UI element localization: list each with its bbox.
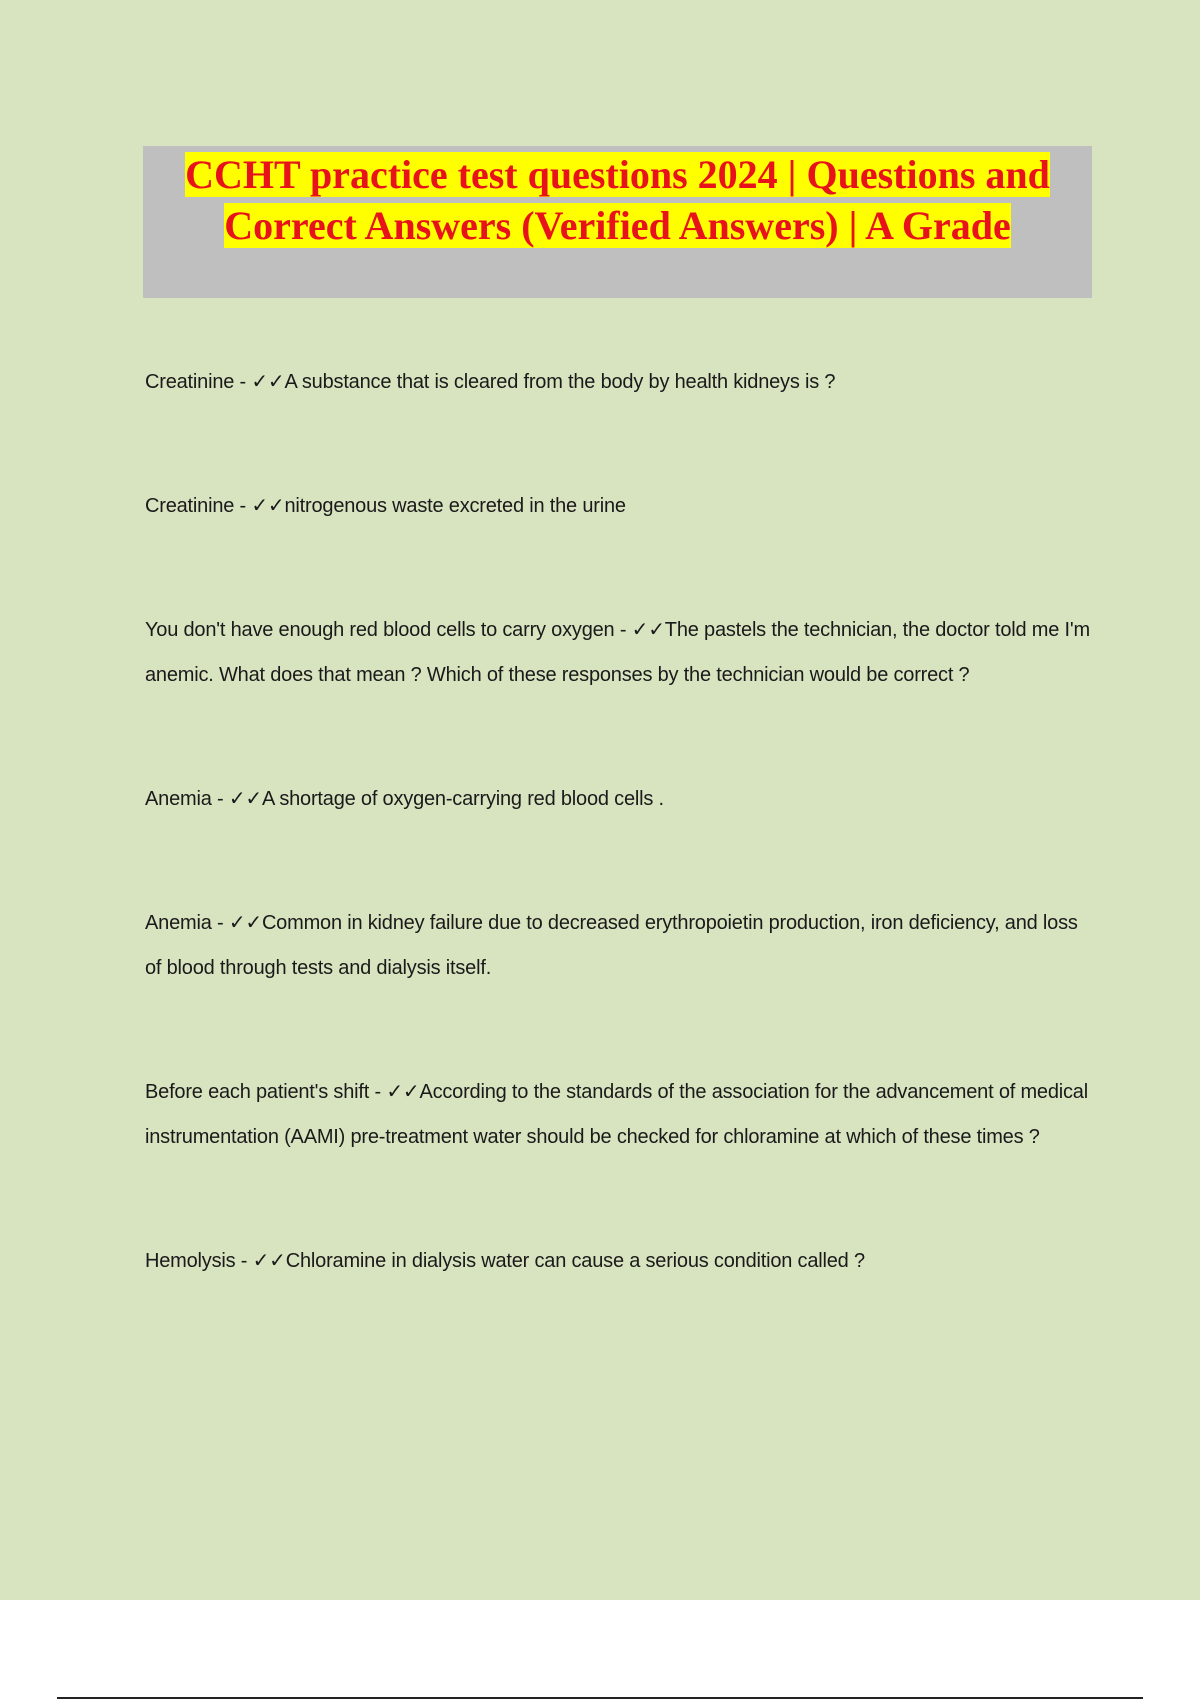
flashcard-list <box>145 360 1095 1363</box>
entry-definition: A substance that is cleared from the body by health kidneys is ? <box>284 371 836 393</box>
flashcard-entry <box>145 484 1095 529</box>
entry-definition: A shortage of oxygen-carrying red blood cells . <box>261 788 664 810</box>
entry-term: Creatinine <box>145 371 235 393</box>
entry-term: You don't have enough red blood cells to carry oxygen <box>145 619 615 641</box>
entry-definition: According to the standards of the association for the advancement of medical instrumentation (AAMI) pre-treatment water should be checked for chloramine at which of these times ? <box>145 1081 1088 1148</box>
check-mark-icon: ✓✓ <box>252 1250 286 1272</box>
entry-separator: - <box>211 788 229 810</box>
check-mark-icon: ✓✓ <box>386 1081 420 1103</box>
entry-term: Creatinine <box>145 495 235 517</box>
entry-separator: - <box>211 912 229 934</box>
entry-term: Anemia <box>145 788 212 810</box>
entry-separator: - <box>235 1250 253 1272</box>
entry-term: Anemia <box>145 912 212 934</box>
flashcard-entry <box>145 777 1095 822</box>
check-mark-icon: ✓✓ <box>251 495 285 517</box>
entry-separator: - <box>369 1081 387 1103</box>
check-mark-icon: ✓✓ <box>228 788 262 810</box>
flashcard-entry <box>145 360 1095 405</box>
check-mark-icon: ✓✓ <box>228 912 262 934</box>
entry-definition: The pastels the technician, the doctor told me I'm anemic. What does that mean ? Which of these responses by the technician would be correct ? <box>145 619 1090 686</box>
entry-term: Before each patient's shift <box>145 1081 370 1103</box>
entry-separator: - <box>234 495 252 517</box>
title-banner <box>143 146 1092 298</box>
flashcard-entry <box>145 901 1095 991</box>
flashcard-entry <box>145 608 1095 698</box>
entry-definition: Common in kidney failure due to decreased erythropoietin production, iron deficiency, and loss of blood through tests and dialysis itself. <box>145 912 1078 979</box>
check-mark-icon: ✓✓ <box>631 619 665 641</box>
check-mark-icon: ✓✓ <box>251 371 285 393</box>
entry-term: Hemolysis <box>145 1250 236 1272</box>
entry-definition: nitrogenous waste excreted in the urine <box>284 495 626 517</box>
flashcard-entry <box>145 1070 1095 1160</box>
entry-definition: Chloramine in dialysis water can cause a serious condition called ? <box>285 1250 865 1272</box>
entry-separator: - <box>234 371 252 393</box>
page-bottom-rule <box>57 1697 1143 1699</box>
flashcard-entry <box>145 1239 1095 1284</box>
entry-separator: - <box>614 619 632 641</box>
document-title: CCHT practice test questions 2024 | Questions and Correct Answers (Verified Answers) | A Grade <box>185 152 1050 248</box>
